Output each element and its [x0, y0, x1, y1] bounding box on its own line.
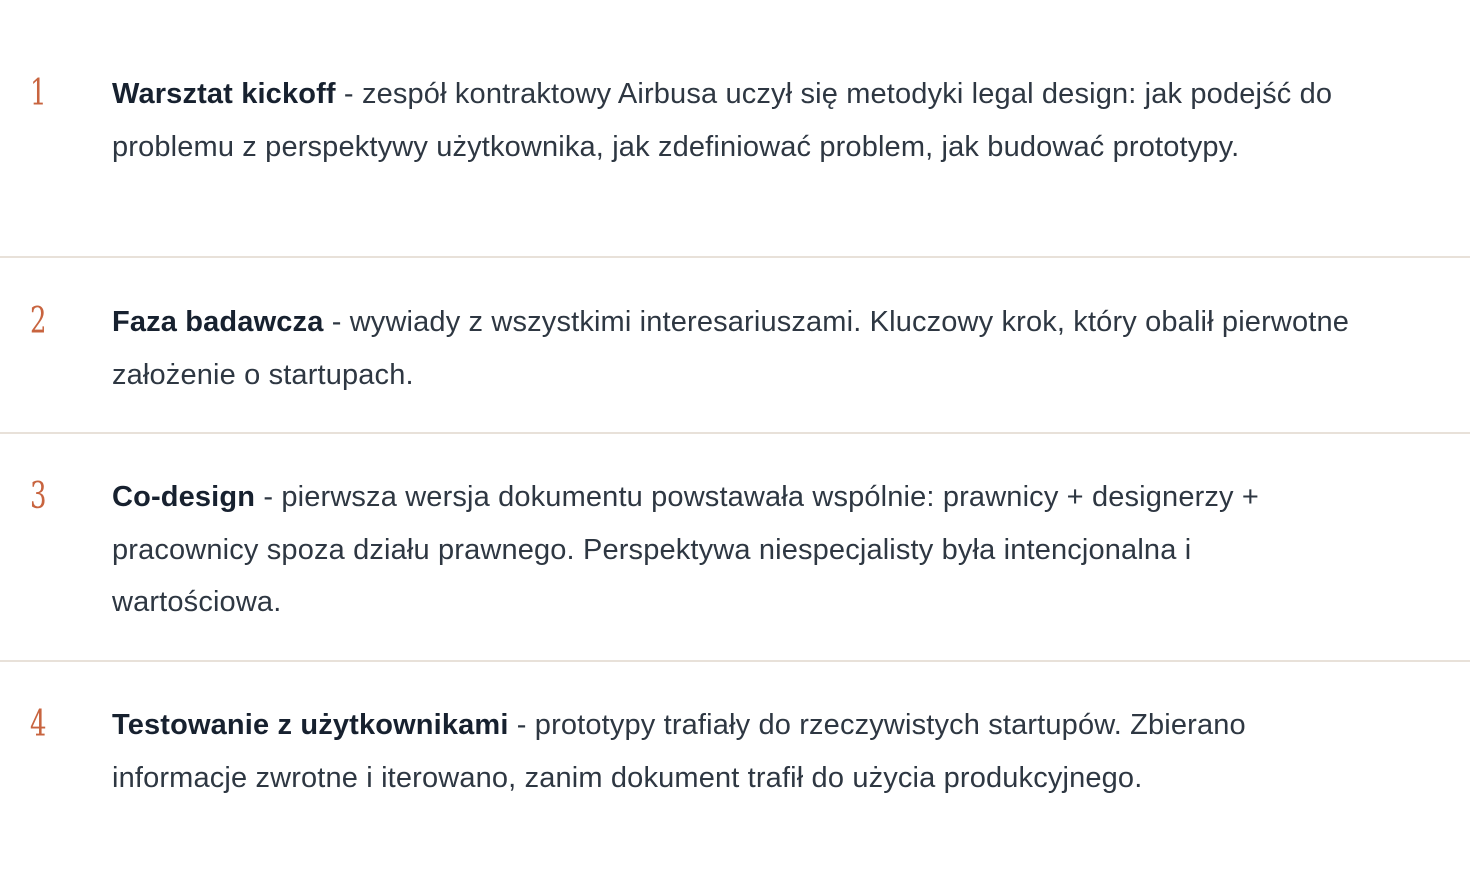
step-separator: -	[508, 709, 535, 741]
step-text	[112, 296, 1352, 401]
section-divider	[0, 660, 1470, 662]
step-number: 3	[30, 476, 47, 517]
step-title: Co-design	[112, 481, 256, 513]
step-separator: -	[323, 306, 350, 338]
section-divider	[0, 256, 1470, 258]
step-title: Faza badawcza	[112, 306, 324, 338]
step-description: pierwsza wersja dokumentu powstawała wspólnie: prawnicy + designerzy + pracownicy spoza działu prawnego. Perspektywa niespecjalisty była intencjonalna i wartościowa.	[112, 481, 1259, 618]
step-number: 2	[30, 301, 47, 342]
step-text	[112, 68, 1352, 173]
step-description: zespół kontraktowy Airbusa uczył się metodyki legal design: jak podejść do problemu z perspektywy użytkownika, jak zdefiniować problem, jak budować prototypy.	[112, 78, 1333, 163]
section-divider	[0, 432, 1470, 434]
step-separator: -	[255, 481, 282, 513]
step-description: wywiady z wszystkimi interesariuszami. Kluczowy krok, który obalił pierwotne założenie o startupach.	[112, 306, 1350, 391]
step-title: Testowanie z użytkownikami	[112, 709, 509, 741]
step-text	[112, 471, 1352, 629]
step-separator: -	[335, 78, 362, 110]
step-number: 1	[30, 73, 47, 114]
step-title: Warsztat kickoff	[112, 78, 336, 110]
step-text	[112, 699, 1352, 804]
step-description: prototypy trafiały do rzeczywistych startupów. Zbierano informacje zwrotne i iterowano, zanim dokument trafił do użycia produkcyjnego.	[112, 709, 1246, 794]
step-number: 4	[30, 704, 47, 745]
